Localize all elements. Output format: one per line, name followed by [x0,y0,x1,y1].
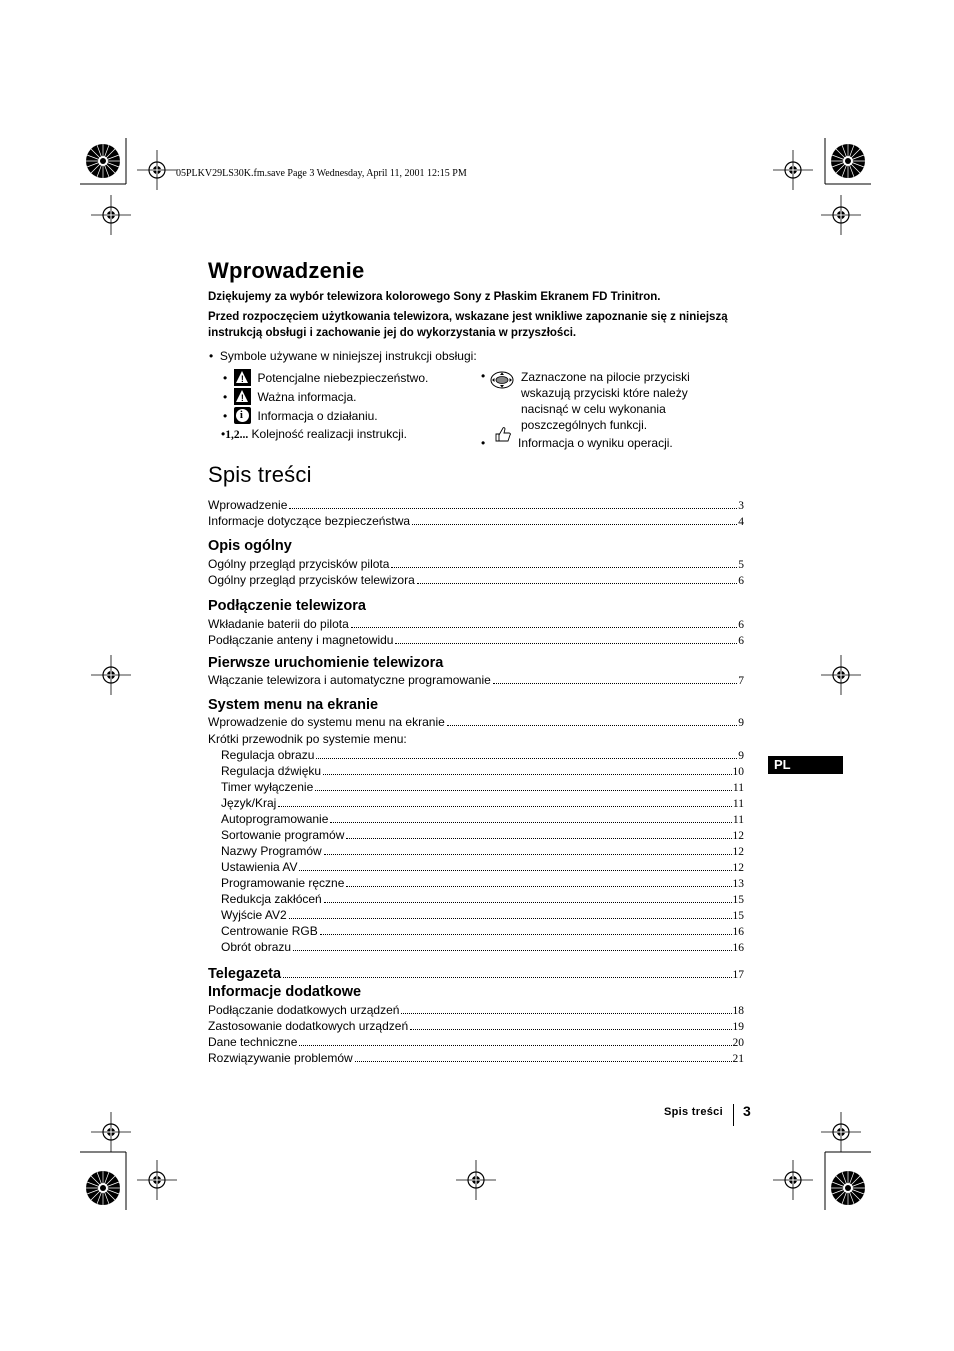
toc-sub-entry[interactable]: Ustawienia AV 12 [221,860,744,874]
warning-triangle-icon [234,369,251,386]
toc-sub-entry[interactable]: Programowanie ręczne 13 [221,876,744,890]
toc-sub-entry[interactable]: Nazwy Programów 12 [221,844,744,858]
footer-section: Spis treści [664,1106,723,1118]
toc-sub-entry[interactable]: Regulacja dźwięku 10 [221,764,744,778]
toc-entry[interactable]: Dane techniczne 20 [208,1035,744,1049]
intro-title: Wprowadzenie [208,258,365,283]
toc-subheading: Krótki przewodnik po systemie menu: [208,732,407,746]
toc-entry[interactable]: Zastosowanie dodatkowych urządzeń 19 [208,1019,744,1033]
toc-title: Spis treści [208,462,312,487]
toc-entry[interactable]: Wkładanie baterii do pilota 6 [208,617,744,631]
toc-sub-entry[interactable]: Centrowanie RGB 16 [221,924,744,938]
footer-divider [733,1104,734,1126]
symbol-item: • ! Potencjalne niebezpieczeństwo. [223,369,428,386]
symbol-result-text: Informacja o wyniku operacji. [518,436,673,450]
info-icon [234,407,251,424]
toc-entry[interactable]: Podłączanie anteny i magnetowidu 6 [208,633,744,647]
toc-sub-entry[interactable]: Redukcja zakłóceń 15 [221,892,744,906]
warning-triangle-icon [234,388,251,405]
toc-section-heading: Pierwsze uruchomienie telewizora [208,655,444,671]
toc-entry[interactable]: Ogólny przegląd przycisków telewizora 6 [208,573,744,587]
language-tab: PL [768,756,843,774]
toc-section-heading: System menu na ekranie [208,697,379,713]
toc-section-heading: Informacje dodatkowe [208,984,362,1000]
thumbs-up-icon [494,426,512,442]
toc-entry[interactable]: Informacje dotyczące bezpieczeństwa 4 [208,514,744,528]
symbol-item: • i Informacja o działaniu. [223,407,378,424]
remote-buttons-icon [490,371,514,389]
symbol-remote-text: Zaznaczone na pilocie przyciski wskazują przyciski które należy nacisnąć w celu wykonania poszczególnych funkcji. [521,370,690,432]
footer-page-number: 3 [743,1103,751,1119]
toc-entry[interactable]: Ogólny przegląd przycisków pilota 5 [208,557,744,571]
toc-sub-entry[interactable]: Język/Kraj 11 [221,796,744,810]
symbol-item: • ! Ważna informacja. [223,388,356,405]
toc-sub-entry[interactable]: Wyjście AV2 15 [221,908,744,922]
toc-sub-entry[interactable]: Sortowanie programów 12 [221,828,744,842]
toc-entry[interactable]: Rozwiązywanie problemów 21 [208,1051,744,1065]
toc-entry[interactable]: Podłączanie dodatkowych urządzeń 18 [208,1003,744,1017]
intro-advice: Przed rozpoczęciem użytkowania telewizora, wskazane jest wnikliwe zapoznanie się z niniejszą instrukcją obsługi i zachowanie jej do wykorzystania w przyszłości. [208,311,728,339]
toc-sub-entry[interactable]: Obrót obrazu 16 [221,940,744,954]
toc-entry[interactable]: Telegazeta 17 [208,966,744,982]
symbol-bullet: • [481,369,486,383]
toc-entry[interactable]: Wprowadzenie do systemu menu na ekranie 9 [208,715,744,729]
toc-section-heading: Podłączenie telewizora [208,598,366,614]
toc-entry[interactable]: Wprowadzenie 3 [208,498,744,512]
symbol-item: •1,2... Kolejność realizacji instrukcji. [221,427,407,441]
print-header: 05PLKV29LS30K.fm.save Page 3 Wednesday, April 11, 2001 12:15 PM [176,168,467,179]
toc-sub-entry[interactable]: Regulacja obrazu 9 [221,748,744,762]
toc-sub-entry[interactable]: Autoprogramowanie 11 [221,812,744,826]
symbol-bullet: • [481,436,486,450]
toc-section-heading: Opis ogólny [208,538,292,554]
toc-sub-entry[interactable]: Timer wyłączenie 11 [221,780,744,794]
intro-thanks: Dziękujemy za wybór telewizora kolorowego Sony z Płaskim Ekranem FD Trinitron. [208,291,661,303]
toc-entry[interactable]: Włączanie telewizora i automatyczne programowanie 7 [208,673,744,687]
symbols-intro: • Symbole używane w niniejszej instrukcji obsługi: [209,349,477,363]
